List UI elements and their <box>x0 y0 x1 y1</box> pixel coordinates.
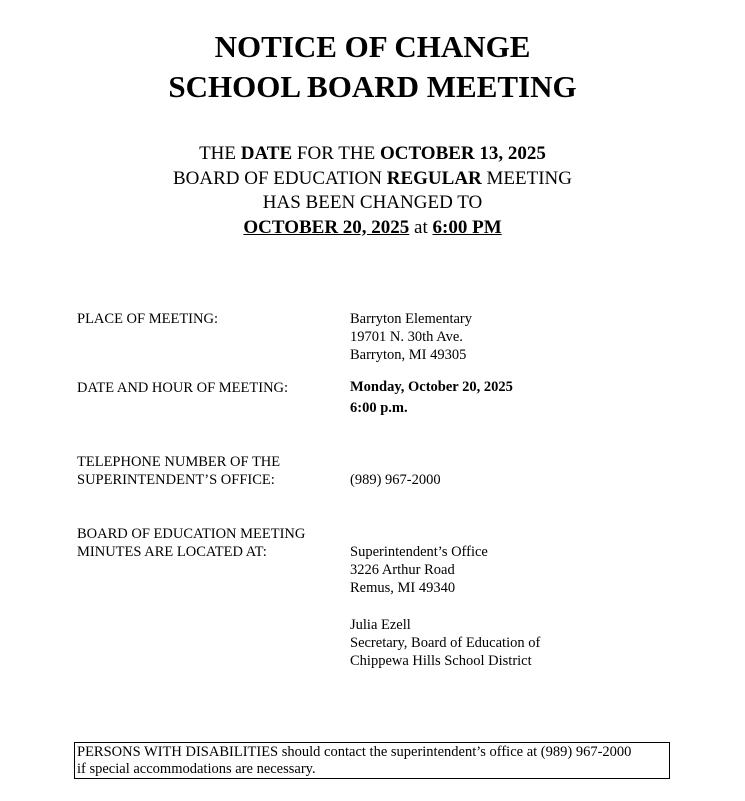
minutes-line-2: 3226 Arthur Road <box>350 562 455 578</box>
minutes-line-3: Remus, MI 49340 <box>350 580 456 596</box>
signatory-name: Julia Ezell <box>350 617 411 633</box>
minutes-line-1: Superintendent’s Office <box>350 544 488 560</box>
new-time: 6:00 PM <box>432 216 502 238</box>
new-date: OCTOBER 20, 2025 <box>243 216 410 238</box>
announcement-text: MEETING <box>481 167 572 189</box>
announcement-line-3: HAS BEEN CHANGED TO <box>262 192 483 213</box>
title-line-2: SCHOOL BOARD MEETING <box>168 69 577 104</box>
meeting-date: Monday, October 20, 2025 <box>350 379 513 395</box>
place-value <box>350 310 472 364</box>
signatory-title-line-2: Chippewa Hills School District <box>350 653 532 669</box>
announcement-text: BOARD OF EDUCATION <box>172 167 387 189</box>
date-hour-label: DATE AND HOUR OF MEETING: <box>77 380 289 396</box>
disability-notice-line-1: PERSONS WITH DISABILITIES should contact the superintendent’s office at (989) 967-2000 <box>77 744 632 760</box>
disability-notice-box <box>74 742 670 779</box>
date-hour-value <box>350 377 513 419</box>
announcement-text: THE <box>199 143 241 164</box>
meeting-time: 6:00 p.m. <box>350 400 408 416</box>
place-line-2: 19701 N. 30th Ave. <box>350 329 463 345</box>
signature-block <box>350 616 540 670</box>
minutes-label <box>77 525 305 561</box>
announcement-line-2 <box>0 167 745 192</box>
telephone-label-line-1: TELEPHONE NUMBER OF THE <box>77 454 281 470</box>
announcement-line-4 <box>0 216 745 241</box>
telephone-number: (989) 967-2000 <box>350 472 441 488</box>
minutes-location <box>350 543 488 597</box>
place-line-3: Barryton, MI 49305 <box>350 347 467 363</box>
minutes-label-line-2: MINUTES ARE LOCATED AT: <box>77 544 267 560</box>
original-date: OCTOBER 13, 2025 <box>379 143 546 164</box>
minutes-label-line-1: BOARD OF EDUCATION MEETING <box>77 526 306 542</box>
notice-title <box>0 27 745 107</box>
announcement-text: at <box>409 216 433 238</box>
meeting-type: REGULAR <box>386 167 482 189</box>
title-line-1: NOTICE OF CHANGE <box>214 29 531 64</box>
change-announcement <box>0 142 745 240</box>
announcement-text: FOR THE <box>292 143 380 164</box>
place-label: PLACE OF MEETING: <box>77 311 218 327</box>
announcement-emphasis: DATE <box>240 143 293 164</box>
telephone-label-line-2: SUPERINTENDENT’S OFFICE: <box>77 472 275 488</box>
place-line-1: Barryton Elementary <box>350 311 472 327</box>
disability-notice-line-2: if special accommodations are necessary. <box>77 761 316 777</box>
signatory-title-line-1: Secretary, Board of Education of <box>350 635 541 651</box>
telephone-label <box>77 453 280 489</box>
announcement-line-1 <box>0 142 745 167</box>
